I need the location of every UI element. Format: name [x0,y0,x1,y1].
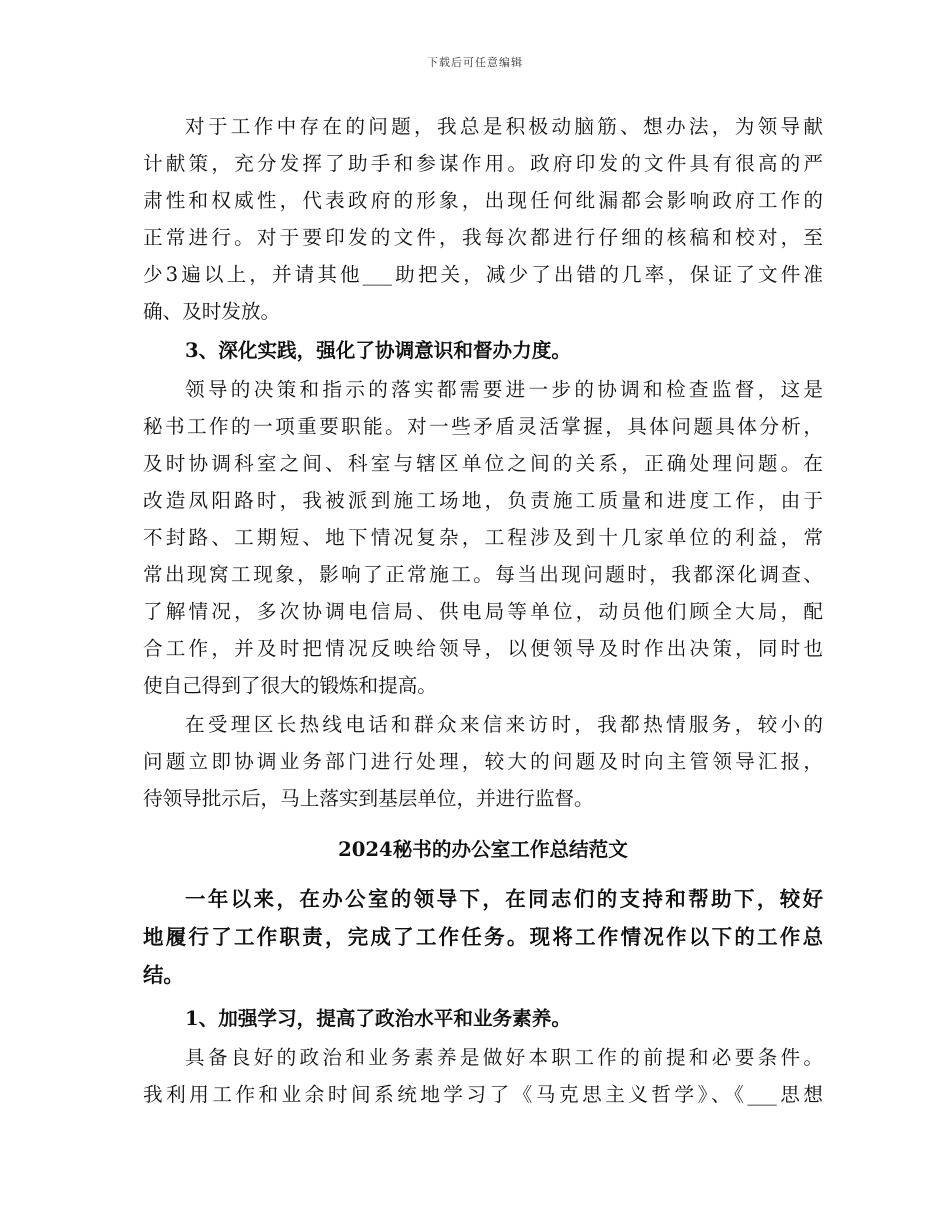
paragraph-hotline [143,706,823,817]
paragraph-problem-solving [143,108,823,330]
section-heading-3: 3、深化实践，强化了协调意识和督办力度。 [185,339,571,362]
text-line: 改造凤阳路时，我被派到施工场地，负责施工质量和进度工作，由于 [143,489,823,512]
text-line: 在受理区长热线电话和群众来信来访时，我都热情服务，较小的 [185,713,823,736]
text-line: 一年以来，在办公室的领导下，在同志们的支持和帮助下，较好 [185,887,823,911]
text-line: 少3遍以上，并请其他___助把关，减少了出错的几率，保证了文件准 [143,263,823,286]
text-line: 了解情况，多次协调电信局、供电局等单位，动员他们顾全大局，配 [143,600,823,623]
text-line: 我利用工作和业余时间系统地学习了《马克思主义哲学》、《___思想 [143,1083,823,1106]
text-line: 具备良好的政治和业务素养是做好本职工作的前提和必要条件。 [185,1046,823,1069]
text-line: 问题立即协调业务部门进行处理，较大的问题及时向主管领导汇报， [143,750,823,773]
text-line: 待领导批示后，马上落实到基层单位，并进行监督。 [143,787,594,810]
text-line: 肃性和权威性，代表政府的形象，出现任何纰漏都会影响政府工作的 [143,189,823,212]
text-line: 不封路、工期短、地下情况复杂，工程涉及到十几家单位的利益，常 [143,526,823,549]
text-line: 地履行了工作职责，完成了工作任务。现将工作情况作以下的工作总 [143,925,823,949]
text-line: 领导的决策和指示的落实都需要进一步的协调和检查监督，这是 [185,378,823,401]
text-line: 结。 [143,963,184,987]
text-line: 确、及时发放。 [143,300,281,323]
text-line: 合工作，并及时把情况反映给领导，以便领导及时作出决策，同时也 [143,637,823,660]
document-title: 2024秘书的办公室工作总结范文 [338,838,628,861]
paragraph-intro [143,880,823,994]
text-line: 对于工作中存在的问题，我总是积极动脑筋、想办法，为领导献 [185,115,823,138]
text-line: 使自己得到了很大的锻炼和提高。 [143,674,437,697]
document-body [143,108,823,1113]
paragraph-coordination [143,371,823,704]
text-line: 及时协调科室之间、科室与辖区单位之间的关系，正确处理问题。在 [143,452,823,475]
section-heading-1: 1、加强学习，提高了政治水平和业务素养。 [185,1007,571,1030]
text-line: 常出现窝工现象，影响了正常施工。每当出现问题时，我都深化调查、 [143,563,823,586]
text-line: 正常进行。对于要印发的文件，我每次都进行仔细的核稿和校对，至 [143,226,823,249]
page-header: 下载后可任意编辑 [427,56,523,69]
text-line: 秘书工作的一项重要职能。对一些矛盾灵活掌握，具体问题具体分析， [143,415,823,438]
text-line: 计献策，充分发挥了助手和参谋作用。政府印发的文件具有很高的严 [143,152,823,175]
paragraph-study [143,1039,823,1113]
